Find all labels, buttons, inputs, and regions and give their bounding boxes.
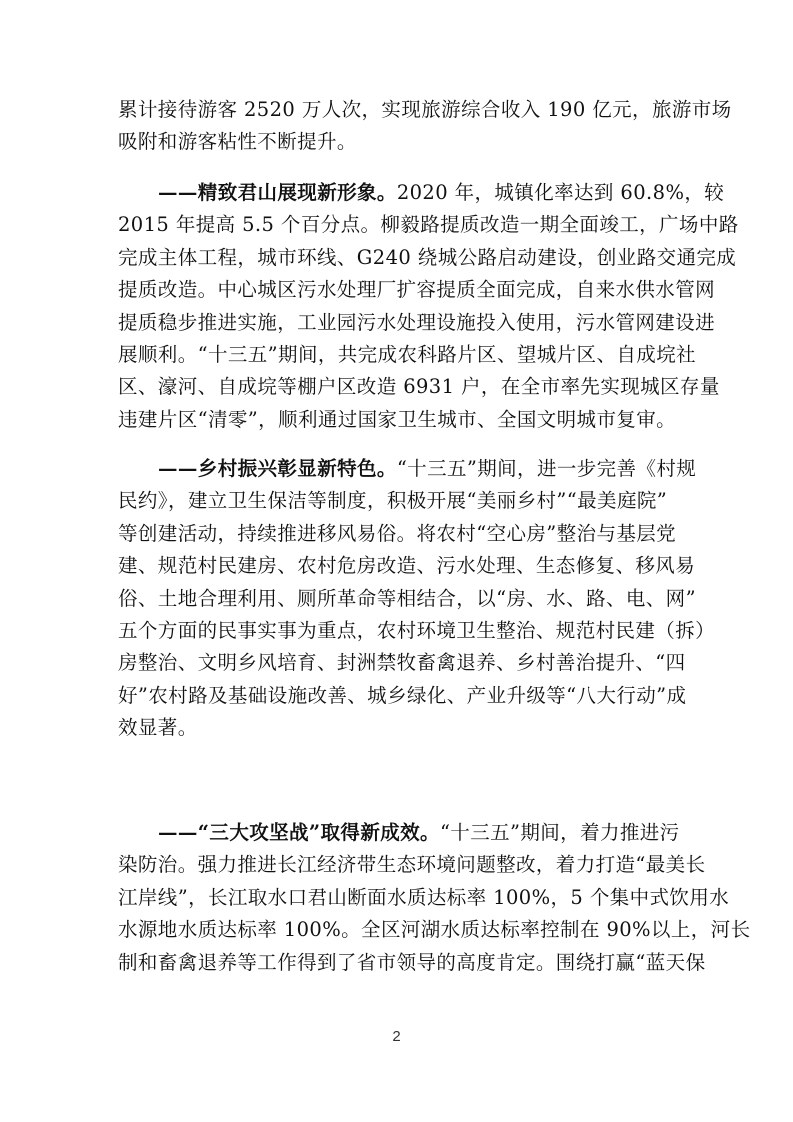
text-line: 区、濠河、自成垸等棚户区改造 6931 户，在全市率先实现城区存量 bbox=[118, 375, 720, 399]
text-line: 2015 年提高 5.5 个百分点。柳毅路提质改造一期全面竣工，广场中路 bbox=[118, 213, 739, 237]
text-line: 房整治、文明乡风培育、封洲禁牧畜禽退养、乡村善治提升、“四 bbox=[118, 651, 686, 675]
text-line: 俗、土地合理利用、厕所革命等相结合，以“房、水、路、电、网” bbox=[118, 586, 696, 610]
section-heading: ——乡村振兴彰显新特色。 bbox=[158, 457, 397, 480]
paragraph-city-image bbox=[118, 177, 739, 436]
text-line: 违建片区“清零”，顺利通过国家卫生城市、全国文明城市复审。 bbox=[118, 407, 677, 431]
text-line bbox=[118, 177, 725, 209]
text-line: 染防治。强力推进长江经济带生态环境问题整改，着力打造“最美长 bbox=[118, 853, 706, 877]
paragraph-tourism bbox=[118, 94, 732, 159]
text-run: “十三五”期间，进一步完善《村规 bbox=[396, 457, 697, 480]
text-line: 五个方面的民事实事为重点，农村环境卫生整治、规范村民建（拆） bbox=[118, 618, 716, 642]
text-run: 2020 年，城镇化率达到 60.8%，较 bbox=[396, 181, 725, 204]
text-line: 吸附和游客粘性不断提升。 bbox=[118, 130, 357, 154]
text-line: 好”农村路及基础设施改善、城乡绿化、产业升级等“八大行动”成 bbox=[118, 683, 687, 707]
text-line: 等创建活动，持续推进移风易俗。将农村“空心房”整治与基层党 bbox=[118, 521, 677, 545]
text-line: 江岸线”，长江取水口君山断面水质达标率 100%，5 个集中式饮用水 bbox=[118, 885, 730, 909]
text-line bbox=[118, 453, 697, 485]
text-line: 提质改造。中心城区污水处理厂扩容提质全面完成，自来水供水管网 bbox=[118, 278, 716, 302]
page-number: 2 bbox=[392, 1028, 401, 1045]
text-line bbox=[118, 817, 678, 849]
paragraph-three-battles bbox=[118, 817, 751, 979]
text-line: 完成主体工程，城市环线、G240 绕城公路启动建设，创业路交通完成 bbox=[118, 245, 737, 269]
text-line: 累计接待游客 2520 万人次，实现旅游综合收入 190 亿元，旅游市场 bbox=[118, 98, 732, 121]
text-line: 提质稳步推进实施，工业园污水处理设施投入使用，污水管网建设进 bbox=[118, 310, 716, 334]
text-line: 制和畜禽退养等工作得到了省市领导的高度肯定。围绕打赢“蓝天保 bbox=[118, 950, 706, 974]
text-line: 建、规范村民建房、农村危房改造、污水处理、生态修复、移风易 bbox=[118, 554, 696, 578]
text-line: 效显著。 bbox=[118, 716, 198, 740]
text-line: 民约》，建立卫生保洁等制度，积极开展“美丽乡村”“最美庭院” bbox=[118, 489, 668, 513]
text-line: 水源地水质达标率 100%。全区河湖水质达标率控制在 90%以上，河长 bbox=[118, 918, 751, 942]
paragraph-rural-revitalization bbox=[118, 453, 716, 745]
section-heading: ——“三大攻坚战”取得新成效。 bbox=[158, 821, 440, 844]
section-heading: ——精致君山展现新形象。 bbox=[158, 181, 397, 204]
text-line: 展顺利。“十三五”期间，共完成农科路片区、望城片区、自成垸社 bbox=[118, 342, 696, 366]
text-run: “十三五”期间，着力推进污 bbox=[439, 821, 680, 844]
